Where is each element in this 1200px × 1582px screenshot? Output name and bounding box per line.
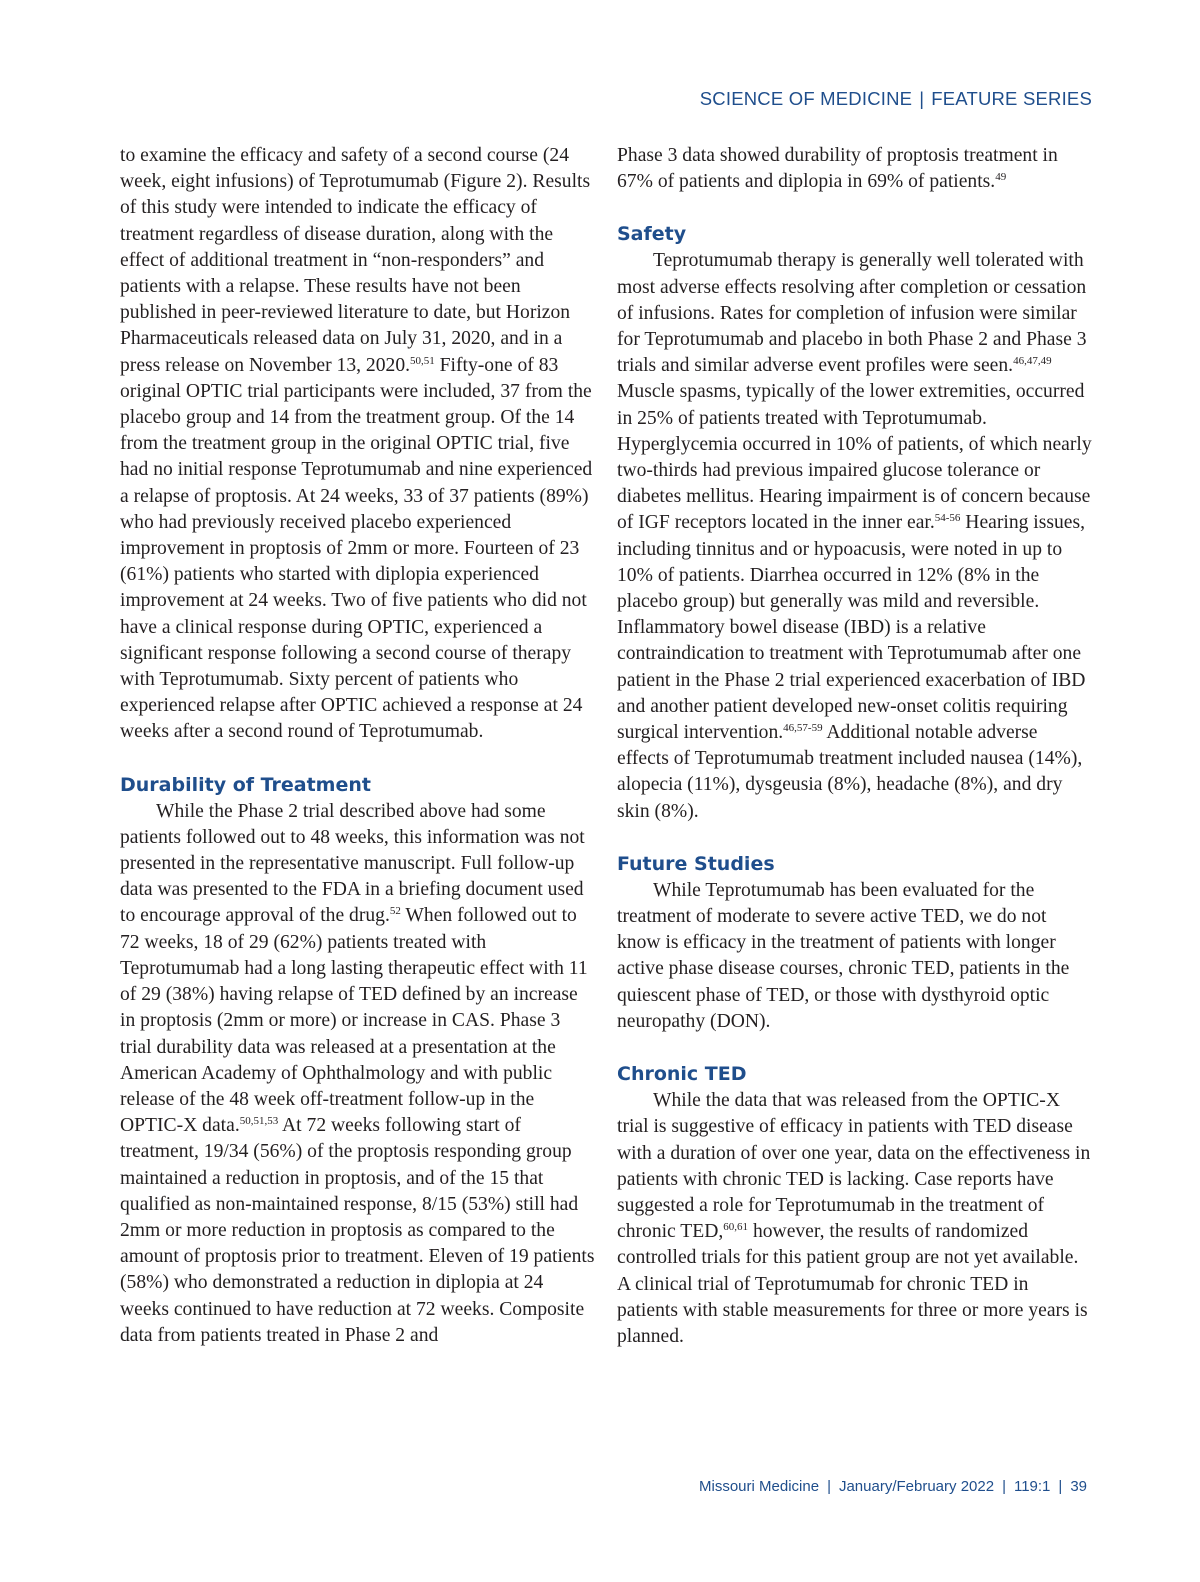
footer-separator: |: [1058, 1478, 1063, 1495]
citation: 52: [389, 905, 401, 918]
text-run: Fifty-one of 83 original OPTIC trial participants were included, 37 from the placebo group and 14 from the treatment group. Of the 14 from the treatment group in the original OPTIC trial, five had no initial response Teprotumumab and nine experienced a relapse of proptosis. At 24 weeks, 33 of 37 patients (89%) who had previously received placebo experienced improvement in proptosis of 2mm or more. Fourteen of 23 (61%) patients who started with diplopia experienced improvement at 24 weeks. Two of five patients who did not have a clinical response during OPTIC, experienced a significant response following a second course of therapy with Teprotumumab. Sixty percent of patients who experienced relapse after OPTIC achieved a response at 24 weeks after a second round of Teprotumumab.: [120, 354, 593, 743]
page-footer: [699, 1478, 1087, 1495]
citation: 60,61: [723, 1221, 749, 1234]
text-run: While Teprotumumab has been evaluated for the treatment of moderate to severe active TED, we do not know is efficacy in the treatment of patients with longer active phase disease courses, chronic TED, patients in the quiescent phase of TED, or those with dysthyroid optic neuropathy (DON).: [617, 879, 1070, 1032]
volume-number: 119:1: [1013, 1478, 1051, 1495]
text-run: Muscle spasms, typically of the lower extremities, occurred in 25% of patients treated with Teprotumumab. Hyperglycemia occurred in 10% of patients, of which nearly two-thirds had previous impaired glucose tolerance or diabetes mellitus. Hearing impairment is of concern because of IGF receptors located in the inner ear.: [617, 381, 1092, 534]
footer-separator: |: [827, 1478, 831, 1495]
feature-title: FEATURE SERIES: [931, 88, 1092, 109]
section-heading-safety: Safety: [617, 223, 687, 246]
header-separator: |: [919, 88, 925, 109]
text-run: While the data that was released from the OPTIC-X trial is suggestive of efficacy in patients with TED disease with a duration of over one year, data on the effectiveness in patients with chronic TED is lacking. Case reports have suggested a role for Teprotumumab in the treatment of chronic TED,: [617, 1090, 1091, 1243]
citation: 46,57-59: [783, 722, 823, 735]
paragraph-safety: [617, 248, 1093, 824]
paragraph-second-course: [120, 143, 596, 746]
journal-name: Missouri Medicine: [699, 1478, 820, 1495]
paragraph-durability-continued: [617, 143, 1093, 195]
text-run: however, the results of randomized controlled trials for this patient group are not yet available. A clinical trial of Teprotumumab for chronic TED in patients with stable measurements for three or more years is planned.: [617, 1221, 1088, 1347]
text-run: to examine the efficacy and safety of a second course (24 week, eight infusions) of Teprotumumab (Figure 2). Results of this study were intended to indicate the efficacy of treatment regardless of disease duration, along with the effect of additional treatment in “non-responders” and patients with a relapse. These results have not been published in peer-reviewed literature to date, but Horizon Pharmaceuticals released data on July 31, 2020, and in a press release on November 13, 2020.: [120, 145, 591, 376]
running-header: [700, 88, 1092, 110]
citation: 50,51: [410, 354, 435, 367]
citation: 54-56: [934, 512, 961, 525]
citation: 49: [995, 171, 1007, 184]
paragraph-durability: [120, 799, 596, 1349]
citation: 50,51,53: [239, 1115, 279, 1128]
right-column: [617, 143, 1093, 1350]
section-heading-future-studies: Future Studies: [617, 852, 775, 875]
text-run: While the Phase 2 trial described above had some patients followed out to 48 weeks, this information was not presented in the representative manuscript. Full follow-up data was presented to the FDA in a briefing document used to encourage approval of the drug.: [120, 800, 585, 927]
citation: 46,47,49: [1013, 355, 1052, 368]
footer-separator: |: [1002, 1478, 1006, 1495]
text-run: At 72 weeks following start of treatment, 19/34 (56%) of the proptosis responding group maintained a reduction in proptosis, and of the 15 that qualified as non-maintained response, 8/15 (53%) still had 2mm or more reduction in proptosis as compared to the amount of proptosis prior to treatment. Eleven of 19 patients (58%) who demonstrated a reduction in diplopia at 24 weeks continued to have reduction at 72 weeks. Composite data from patients treated in Phase 2 and: [120, 1115, 595, 1346]
text-run: Hearing issues, including tinnitus and or hypoacusis, were noted in up to 10% of patients. Diarrhea occurred in 12% (8% in the placebo group) but generally was mild and reversible. Inflammatory bowel disease (IBD) is a relative contraindication to treatment with Teprotumumab after one patient in the Phase 2 trial experienced exacerbation of IBD and another patient developed new-onset colitis requiring surgical intervention.: [617, 512, 1086, 744]
text-run: When followed out to 72 weeks, 18 of 29 (62%) patients treated with Teprotumumab had a long lasting therapeutic effect with 11 of 29 (38%) having relapse of TED defined by an increase in proptosis (2mm or more) or increase in CAS. Phase 3 trial durability data was released at a presentation at the American Academy of Ophthalmology and with public release of the 48 week off-treatment follow-up in the OPTIC-X data.: [120, 905, 588, 1137]
left-column: [120, 143, 596, 1349]
section-heading-durability: Durability of Treatment: [120, 773, 371, 796]
text-run: Phase 3 data showed durability of proptosis treatment in 67% of patients and diplopia in 69% of patients.: [617, 145, 1058, 193]
paragraph-chronic-ted: [617, 1088, 1093, 1350]
section-heading-chronic-ted: Chronic TED: [617, 1063, 747, 1086]
page-number: 39: [1070, 1478, 1087, 1495]
text-run: Teprotumumab therapy is generally well tolerated with most adverse effects resolving after completion or cessation of infusions. Rates for completion of infusion were similar for Teprotumumab and placebo in both Phase 2 and Phase 3 trials and similar adverse event profiles were seen.: [617, 250, 1087, 377]
paragraph-future-studies: [617, 878, 1093, 1035]
text-run: Additional notable adverse effects of Teprotumumab treatment included nausea (14%), alopecia (11%), dysgeusia (8%), headache (8%), and dry skin (8%).: [617, 722, 1083, 822]
issue-date: January/February 2022: [838, 1478, 995, 1495]
series-title: SCIENCE OF MEDICINE: [699, 88, 913, 109]
